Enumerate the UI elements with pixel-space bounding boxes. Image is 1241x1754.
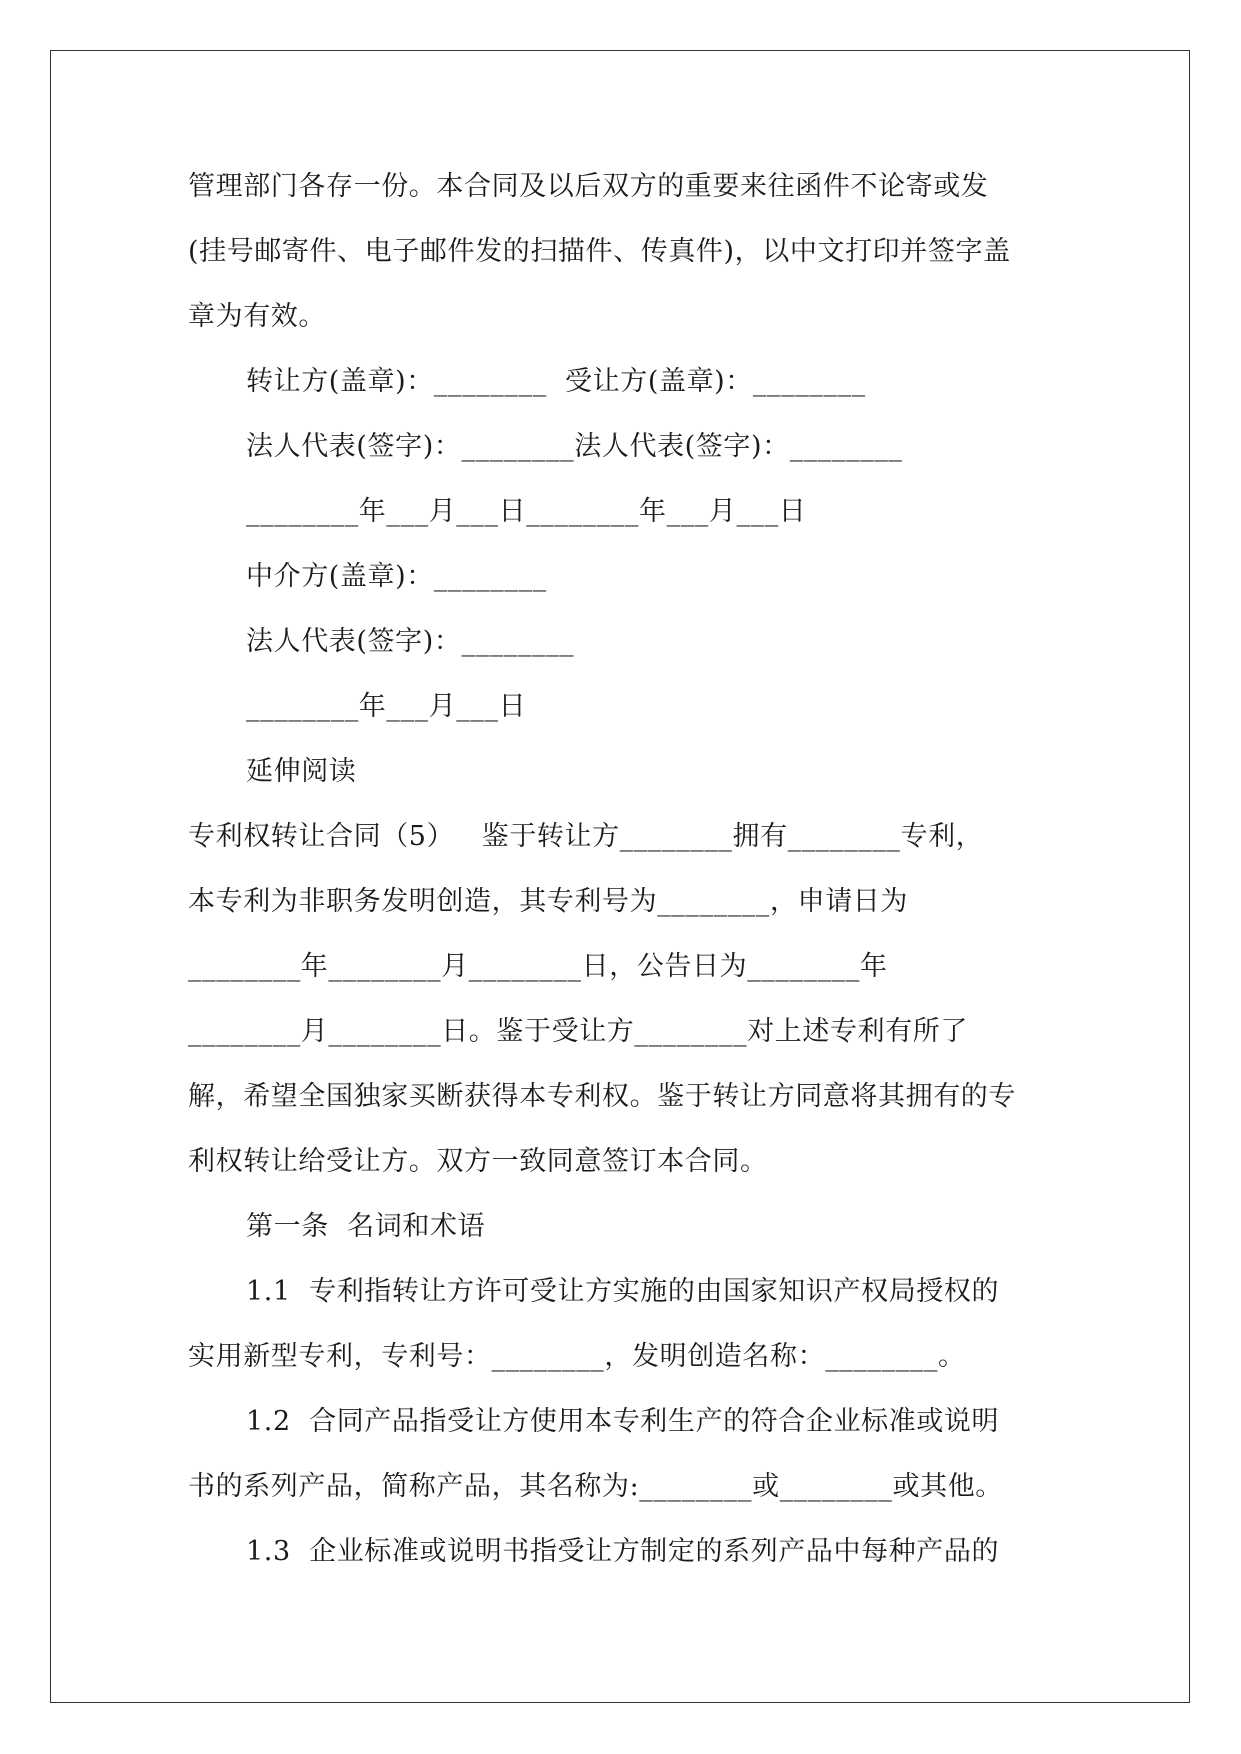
text-line: (挂号邮寄件、电子邮件发的扫描件、传真件)，以中文打印并签字盖 — [188, 236, 1011, 267]
document-body — [188, 154, 1068, 1584]
text-line: 管理部门各存一份。本合同及以后双方的重要来往函件不论寄或发 — [188, 171, 989, 202]
text-line: ________年________月________日，公告日为________年 — [188, 951, 888, 982]
text-line: 利权转让给受让方。双方一致同意签订本合同。 — [188, 1146, 768, 1177]
signature-line-intermediary-rep: 法人代表(签字)：________ — [246, 626, 575, 657]
text-line: 解，希望全国独家买断获得本专利权。鉴于转让方同意将其拥有的专 — [188, 1081, 1016, 1112]
signature-line-legal-rep: 法人代表(签字)：________法人代表(签字)：________ — [246, 431, 903, 462]
date-line: ________年___月___日 — [246, 691, 527, 722]
text-line: 章为有效。 — [188, 301, 326, 332]
text-line: 书的系列产品，简称产品，其名称为:________或________或其他。 — [188, 1471, 1003, 1502]
text-line: 本专利为非职务发明创造，其专利号为________，申请日为 — [188, 886, 908, 917]
text-line: 实用新型专利，专利号：________，发明创造名称：________。 — [188, 1341, 966, 1372]
section-heading: 延伸阅读 — [246, 756, 357, 787]
text-line: 专利权转让合同（5） 鉴于转让方________拥有________专利， — [188, 821, 984, 852]
clause-line: 1.2 合同产品指受让方使用本专利生产的符合企业标准或说明 — [246, 1406, 1000, 1437]
clause-line: 1.1 专利指转让方许可受让方实施的由国家知识产权局授权的 — [246, 1276, 1000, 1307]
clause-line: 1.3 企业标准或说明书指受让方制定的系列产品中每种产品的 — [246, 1536, 1000, 1567]
text-line: ________月________日。鉴于受让方________对上述专利有所了 — [188, 1016, 968, 1047]
article-heading: 第一条 名词和术语 — [246, 1211, 486, 1242]
signature-line-transferor: 转让方(盖章)：________ 受让方(盖章)：________ — [246, 366, 866, 397]
signature-line-intermediary: 中介方(盖章)：________ — [246, 561, 547, 592]
date-line: ________年___月___日________年___月___日 — [246, 496, 807, 527]
